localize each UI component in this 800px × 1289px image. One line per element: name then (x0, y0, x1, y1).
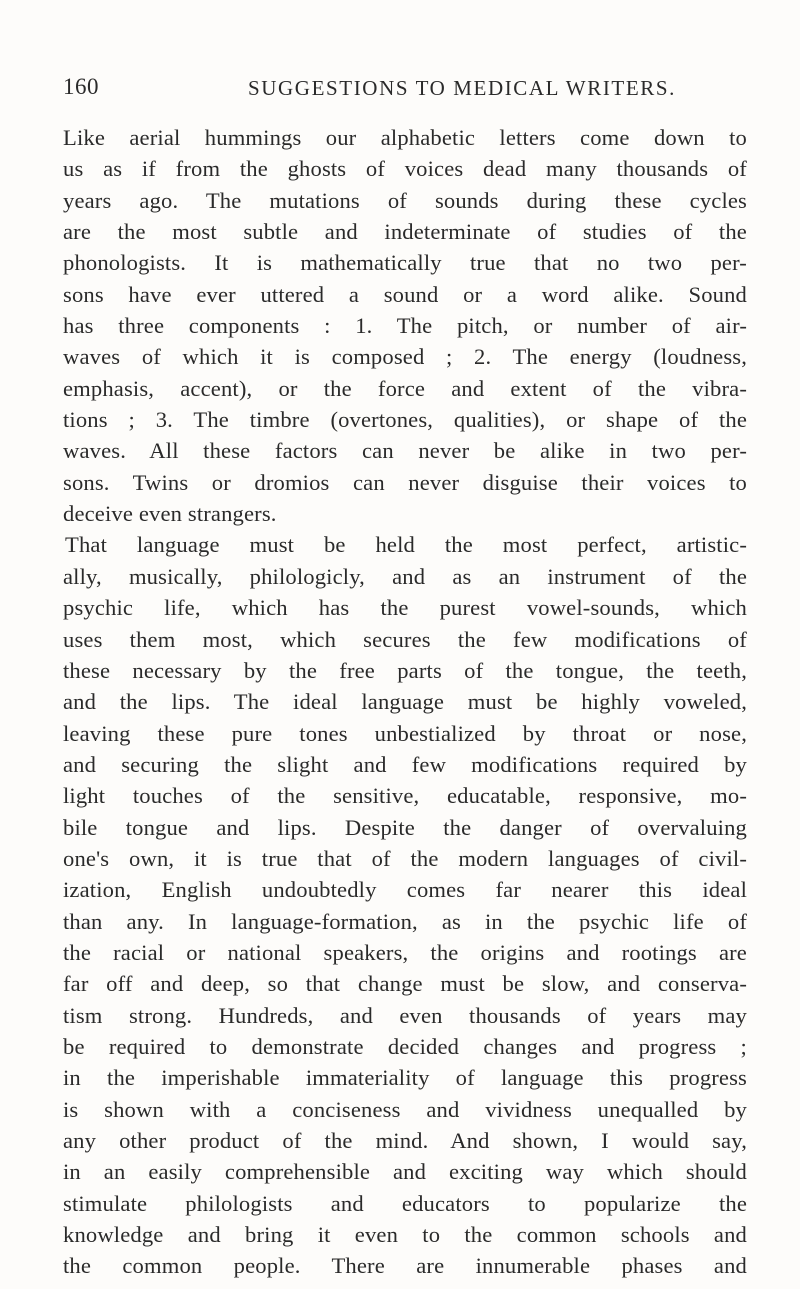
text-line: leaving these pure tones unbestialized by throat or nose, (63, 720, 747, 746)
text-line: tions ; 3. The timbre (overtones, qualities), or shape of the (63, 407, 747, 433)
text-line: are the most subtle and indeterminate of studies of the (63, 219, 747, 245)
text-line: one's own, it is true that of the modern languages of civil- (63, 845, 747, 871)
text-line: the racial or national speakers, the origins and rootings are (63, 939, 747, 965)
running-head (0, 74, 800, 104)
text-line: be required to demonstrate decided changes and progress ; (63, 1033, 747, 1059)
text-line: us as if from the ghosts of voices dead many thousands of (63, 156, 747, 182)
text-line: and the lips. The ideal language must be highly voweled, (63, 689, 747, 715)
paragraph-end-line: deceive even strangers. (63, 501, 277, 527)
text-line: and securing the slight and few modifications required by (63, 751, 747, 777)
text-line: these necessary by the free parts of the tongue, the teeth, (63, 657, 747, 683)
text-line: psychic life, which has the purest vowel-sounds, which (63, 595, 747, 621)
text-line: bile tongue and lips. Despite the danger of overvaluing (63, 814, 747, 840)
text-line: in the imperishable immateriality of language this progress (63, 1065, 747, 1091)
text-line: ization, English undoubtedly comes far nearer this ideal (63, 877, 747, 903)
paragraph-start-line: That language must be held the most perfect, artistic- (65, 532, 747, 558)
text-line: tism strong. Hundreds, and even thousands of years may (63, 1002, 747, 1028)
text-line: years ago. The mutations of sounds during these cycles (63, 187, 747, 213)
text-line: phonologists. It is mathematically true that no two per- (63, 250, 747, 276)
text-line: has three components : 1. The pitch, or number of air- (63, 313, 747, 339)
text-line: stimulate philologists and educators to popularize the (63, 1190, 747, 1216)
text-line: than any. In language-formation, as in the psychic life of (63, 908, 747, 934)
text-line: far off and deep, so that change must be slow, and conserva- (63, 971, 747, 997)
page-number: 160 (63, 74, 99, 99)
text-line: sons have ever uttered a sound or a word alike. Sound (63, 281, 747, 307)
text-line: uses them most, which secures the few modifications of (63, 626, 747, 652)
text-line: Like aerial hummings our alphabetic letters come down to (63, 125, 747, 150)
text-line: ally, musically, philologicly, and as an instrument of the (63, 563, 747, 589)
text-line: waves. All these factors can never be alike in two per- (63, 438, 747, 464)
text-line: knowledge and bring it even to the common schools and (63, 1222, 747, 1248)
text-line: any other product of the mind. And shown, I would say, (63, 1128, 747, 1153)
text-line: is shown with a conciseness and vividness unequalled by (63, 1096, 747, 1122)
text-line: light touches of the sensitive, educatable, responsive, mo- (63, 783, 747, 809)
text-line: in an easily comprehensible and exciting way which should (63, 1159, 747, 1185)
text-line: emphasis, accent), or the force and extent of the vibra- (63, 375, 747, 401)
body-text (63, 122, 747, 1282)
text-line: waves of which it is composed ; 2. The energy (loudness, (63, 344, 747, 370)
text-line: sons. Twins or dromios can never disguise their voices to (63, 469, 747, 495)
text-line: the common people. There are innumerable phases and (63, 1253, 747, 1279)
running-title: SUGGESTIONS TO MEDICAL WRITERS. (248, 76, 677, 100)
